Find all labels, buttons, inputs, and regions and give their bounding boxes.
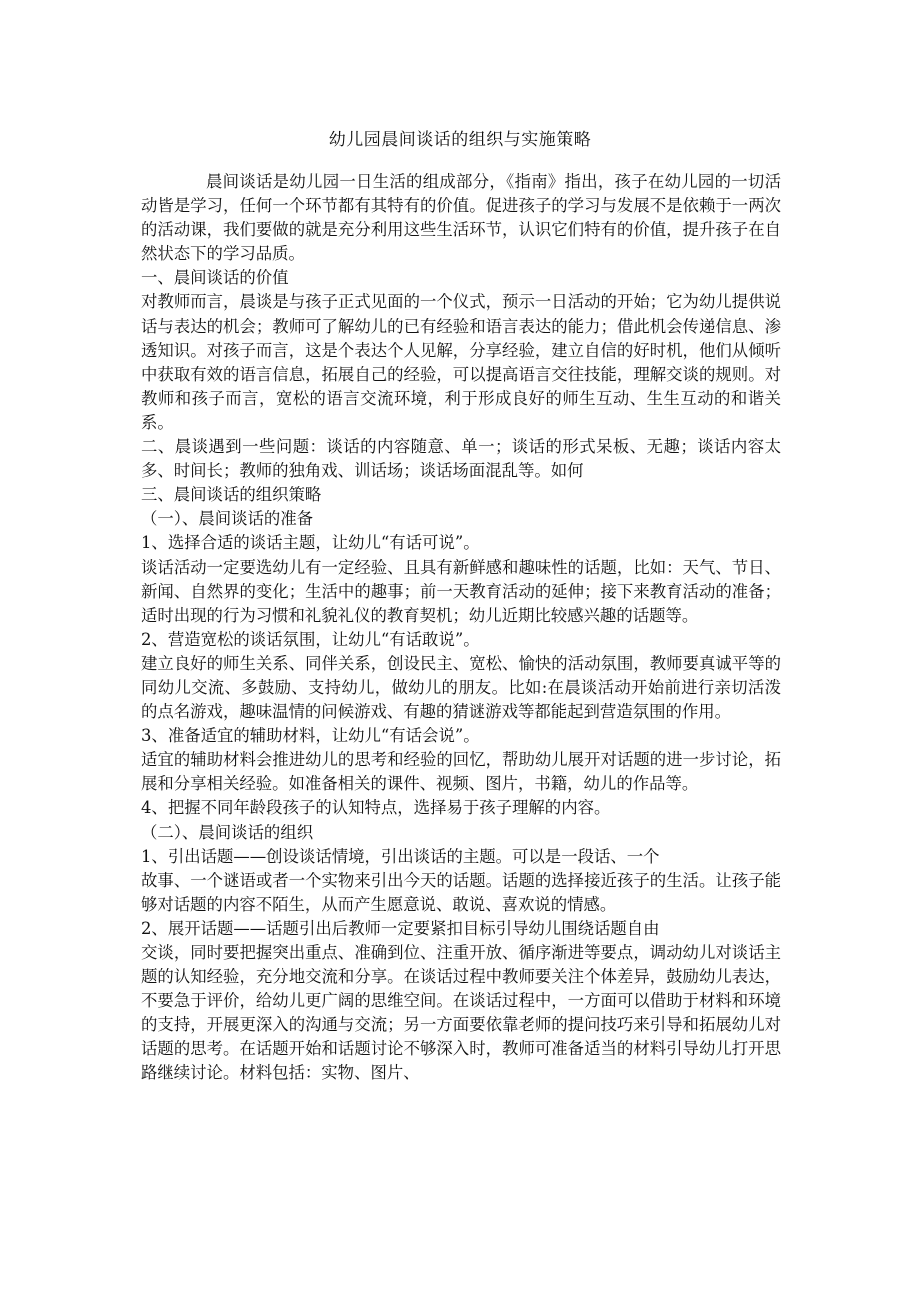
paragraph-intro-topic: 故事、一个谜语或者一个实物来引出今天的话题。话题的选择接近孩子的生活。让孩子能够对话题的内容不陌生，从而产生愿意说、敢说、喜欢说的情感。 — [141, 870, 781, 914]
section-heading-value: 一、晨间谈话的价值 — [141, 268, 289, 288]
list-item-intro-topic: 1、引出话题——创设谈话情境，引出谈话的主题。可以是一段话、一个 — [141, 846, 660, 866]
list-item-develop-topic: 2、展开话题——话题引出后教师一定要紧扣目标引导幼儿围绕话题自由 — [141, 918, 660, 938]
document-body — [141, 170, 781, 1086]
subsection-heading-preparation: （一）、晨间谈话的准备 — [141, 509, 314, 529]
paragraph-materials: 适宜的辅助材料会推进幼儿的思考和经验的回忆，帮助幼儿展开对话题的进一步讨论，拓展和分享相关经验。如准备相关的课件、视频、图片，书籍，幼儿的作品等。 — [141, 750, 781, 794]
list-item-heading-1: 1、选择合适的谈话主题，让幼儿“有话可说”。 — [141, 533, 480, 553]
paragraph-develop-topic: 交谈，同时要把握突出重点、准确到位、注重开放、循序渐进等要点，调动幼儿对谈话主题的认知经验，充分地交流和分享。在谈话过程中教师要关注个体差异，鼓励幼儿表达，不要急于评价，给幼儿更广阔的思维空间。在谈话过程中，一方面可以借助于材料和环境的支持，开展更深入的沟通与交流；另一方面要依靠老师的提问技巧来引导和拓展幼儿对话题的思考。在话题开始和话题讨论不够深入时，教师可准备适当的材料引导幼儿打开思路继续讨论。材料包括：实物、图片、 — [141, 943, 781, 1083]
paragraph-atmosphere: 建立良好的师生关系、同伴关系，创设民主、宽松、愉快的活动氛围，教师要真诚平等的同幼儿交流、多鼓励、支持幼儿，做幼儿的朋友。比如:在晨谈活动开始前进行亲切活泼的点名游戏，趣味温情的问候游戏、有趣的猜谜游戏等都能起到营造氛围的作用。 — [141, 653, 781, 722]
intro-paragraph: 晨间谈话是幼儿园一日生活的组成部分，《指南》指出，孩子在幼儿园的一切活动皆是学习，任何一个环节都有其特有的价值。促进孩子的学习与发展不是依赖于一两次的活动课，我们要做的就是充分利用这些生活环节，认识它们特有的价值，提升孩子在自然状态下的学习品质。 — [141, 172, 781, 264]
list-item-heading-3: 3、准备适宜的辅助材料，让幼儿“有话会说”。 — [141, 726, 480, 746]
section-heading-problems: 二、晨谈遇到一些问题：谈话的内容随意、单一；谈话的形式呆板、无趣；谈话内容太多、时间长；教师的独角戏、训话场；谈话场面混乱等。如何 — [141, 437, 781, 481]
paragraph-topic-choice: 谈话活动一定要选幼儿有一定经验、且具有新鲜感和趣味性的话题，比如：天气、节日、新闻、自然界的变化；生活中的趣事；前一天教育活动的延伸；接下来教育活动的准备；适时出现的行为习惯和礼貌礼仪的教育契机；幼儿近期比较感兴趣的话题等。 — [141, 557, 781, 625]
subsection-heading-organization: （二）、晨间谈话的组织 — [141, 822, 314, 842]
paragraph-value: 对教师而言，晨谈是与孩子正式见面的一个仪式，预示一日活动的开始；它为幼儿提供说话与表达的机会；教师可了解幼儿的已有经验和语言表达的能力；借此机会传递信息、渗透知识。对孩子而言，这是个表达个人见解，分享经验，建立自信的好时机，他们从倾听中获取有效的语言信息，拓展自己的经验，可以提高语言交往技能，理解交谈的规则。对教师和孩子而言，宽松的语言交流环境，利于形成良好的师生互动、生生互动的和谐关系。 — [141, 292, 781, 432]
section-heading-strategy: 三、晨间谈话的组织策略 — [141, 485, 322, 505]
list-item-heading-4: 4、把握不同年龄段孩子的认知特点，选择易于孩子理解的内容。 — [141, 798, 611, 818]
list-item-heading-2: 2、营造宽松的谈话氛围，让幼儿“有话敢说”。 — [141, 629, 480, 649]
document-title: 幼儿园晨间谈话的组织与实施策略 — [328, 130, 592, 150]
